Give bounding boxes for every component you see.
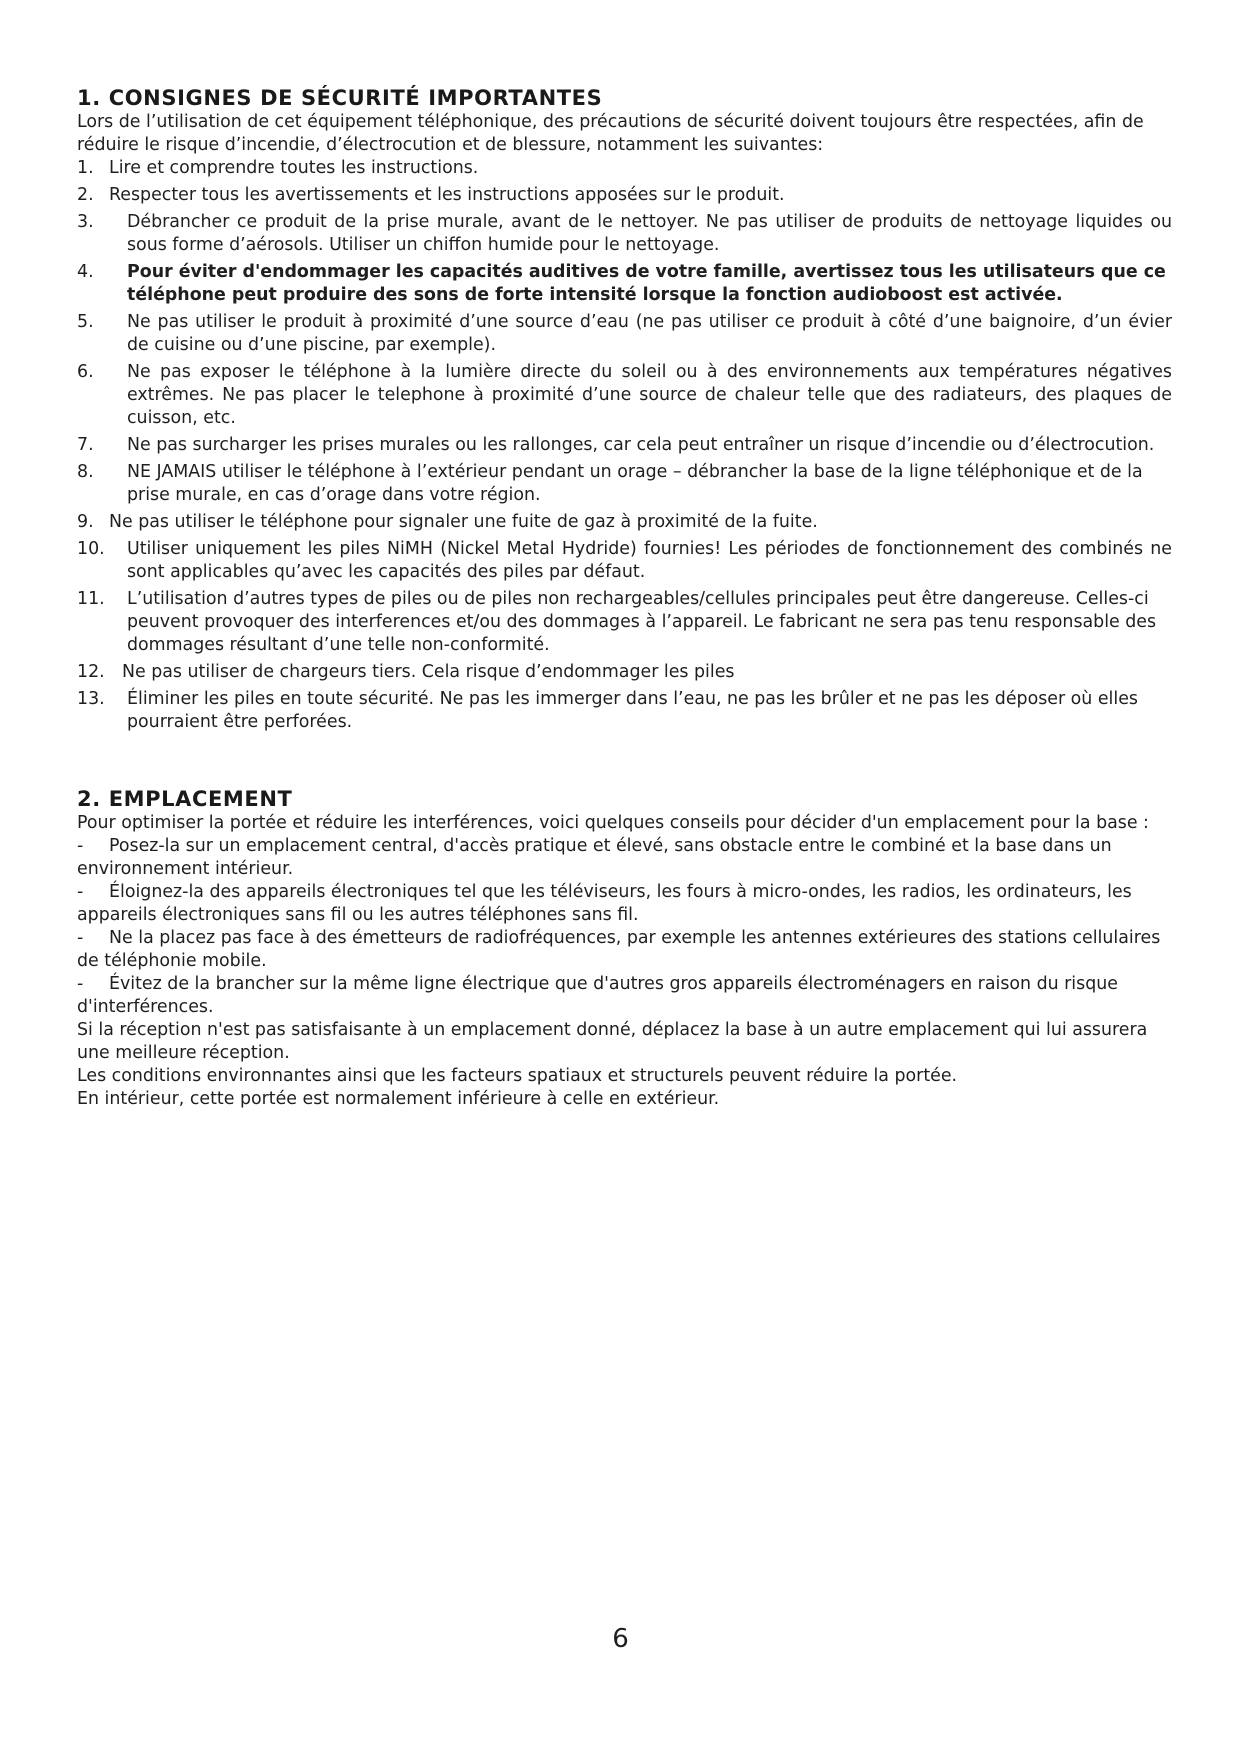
list-item — [77, 434, 1172, 457]
bullet-text: Ne la placez pas face à des émetteurs de radiofréquences, par exemple les antennes extérieures des stations cellulaires de téléphonie mobile. — [77, 928, 1161, 971]
location-paragraph: Si la réception n'est pas satisfaisante à un emplacement donné, déplacez la base à un autre emplacement qui lui assurera une meilleure réception. — [77, 1020, 1148, 1063]
list-item-number: 10. — [77, 539, 105, 559]
list-item-text: L’utilisation d’autres types de piles ou de piles non rechargeables/cellules principales peut être dangereuse. Celles-ci peuvent provoquer des interferences et/ou des dommages à l’appareil. Le fabricant ne sera pas tenu responsable des dommages résultant d’une telle non-conformité. — [127, 589, 1157, 655]
location-bullet — [77, 973, 1172, 1019]
list-item-text: Ne pas utiliser le téléphone pour signaler une fuite de gaz à proximité de la fuite. — [109, 512, 818, 532]
list-item — [77, 588, 1172, 657]
list-item-number: 2. — [77, 185, 94, 205]
bullet-dash: - — [77, 882, 84, 902]
safety-section — [77, 86, 1172, 734]
bullet-text: Posez-la sur un emplacement central, d'accès pratique et élevé, sans obstacle entre le combiné et la base dans un environnement intérieur. — [77, 836, 1112, 879]
list-item — [77, 361, 1172, 430]
list-item-text: Ne pas utiliser le produit à proximité d’une source d’eau (ne pas utiliser ce produit à côté d’une baignoire, d’un évier de cuisine ou d’une piscine, par exemple). — [127, 312, 1172, 355]
bullet-text: Évitez de la brancher sur la même ligne électrique que d'autres gros appareils électroménagers en raison du risque d'interférences. — [77, 974, 1118, 1017]
document-page — [77, 86, 1172, 1111]
list-item-warning — [77, 261, 1172, 307]
list-item-text: Respecter tous les avertissements et les instructions apposées sur le produit. — [109, 185, 785, 205]
bullet-dash: - — [77, 836, 84, 856]
list-item — [77, 157, 1172, 180]
location-intro: Pour optimiser la portée et réduire les interférences, voici quelques conseils pour décider d'un emplacement pour la base : — [77, 813, 1149, 833]
list-item-text: Débrancher ce produit de la prise murale, avant de le nettoyer. Ne pas utiliser de produits de nettoyage liquides ou sous forme d’aérosols. Utiliser un chiffon humide pour le nettoyage. — [127, 212, 1172, 255]
list-item-number: 4. — [77, 262, 94, 282]
page-number: 6 — [612, 1624, 629, 1654]
list-item — [77, 661, 1172, 684]
list-item-number: 6. — [77, 362, 94, 382]
location-paragraph: En intérieur, cette portée est normalement inférieure à celle en extérieur. — [77, 1089, 720, 1109]
list-item-number: 13. — [77, 689, 105, 709]
list-item-text: Éliminer les piles en toute sécurité. Ne pas les immerger dans l’eau, ne pas les brûler et ne pas les déposer où elles pourraient être perforées. — [127, 689, 1138, 732]
list-item-text: Pour éviter d'endommager les capacités auditives de votre famille, avertissez tous les utilisateurs que ce téléphone peut produire des sons de forte intensité lorsque la fonction audioboost est activée. — [127, 262, 1166, 305]
list-item-text: Ne pas utiliser de chargeurs tiers. Cela risque d’endommager les piles — [122, 662, 735, 682]
location-paragraph: Les conditions environnantes ainsi que les facteurs spatiaux et structurels peuvent réduire la portée. — [77, 1066, 958, 1086]
list-item — [77, 688, 1172, 734]
safety-section-title: 1. CONSIGNES DE SÉCURITÉ IMPORTANTES — [77, 86, 603, 110]
list-item-text: Lire et comprendre toutes les instructions. — [109, 158, 479, 178]
bullet-text: Éloignez-la des appareils électroniques tel que les téléviseurs, les fours à micro-ondes, les radios, les ordinateurs, les appareils électroniques sans fil ou les autres téléphones sans fil. — [77, 882, 1132, 925]
list-item-number: 5. — [77, 312, 94, 332]
list-item — [77, 311, 1172, 357]
list-item-number: 12. — [77, 662, 105, 682]
list-item — [77, 538, 1172, 584]
list-item-number: 1. — [77, 158, 94, 178]
safety-list — [77, 157, 1172, 734]
list-item-number: 9. — [77, 512, 94, 532]
location-section — [77, 787, 1172, 1111]
location-bullet — [77, 835, 1172, 881]
location-bullet — [77, 927, 1172, 973]
list-item — [77, 211, 1172, 257]
bullet-dash: - — [77, 928, 84, 948]
list-item-text: Utiliser uniquement les piles NiMH (Nickel Metal Hydride) fournies! Les périodes de fonctionnement des combinés ne sont applicables qu’avec les capacités des piles par défaut. — [127, 539, 1172, 582]
list-item — [77, 511, 1172, 534]
list-item-text: NE JAMAIS utiliser le téléphone à l’extérieur pendant un orage – débrancher la base de la ligne téléphonique et de la prise murale, en cas d’orage dans votre région. — [127, 462, 1143, 505]
list-item-number: 8. — [77, 462, 94, 482]
location-bullet — [77, 881, 1172, 927]
list-item-text: Ne pas exposer le téléphone à la lumière directe du soleil ou à des environnements aux températures négatives extrêmes. Ne pas placer le telephone à proximité d’une source de chaleur telle que des radiateurs, des plaques de cuisson, etc. — [127, 362, 1172, 428]
list-item-text: Ne pas surcharger les prises murales ou les rallonges, car cela peut entraîner un risque d’incendie ou d’électrocution. — [127, 435, 1155, 455]
list-item — [77, 461, 1172, 507]
bullet-dash: - — [77, 974, 84, 994]
list-item-number: 11. — [77, 589, 105, 609]
list-item-number: 3. — [77, 212, 94, 232]
list-item — [77, 184, 1172, 207]
list-item-number: 7. — [77, 435, 94, 455]
location-section-title: 2. EMPLACEMENT — [77, 787, 293, 811]
safety-intro: Lors de l’utilisation de cet équipement téléphonique, des précautions de sécurité doivent toujours être respectées, afin de réduire le risque d’incendie, d’électrocution et de blessure, notamment les suivantes: — [77, 112, 1144, 155]
